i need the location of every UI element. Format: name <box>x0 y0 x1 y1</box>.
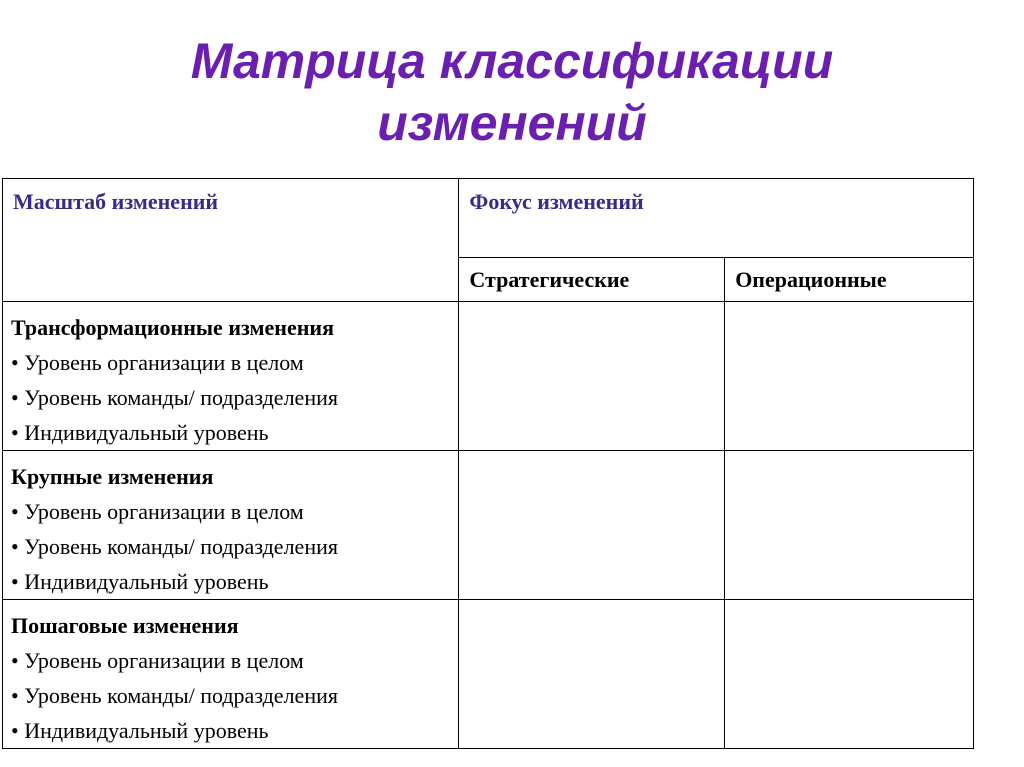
row-heading: Пошаговые изменения <box>11 613 239 638</box>
operational-cell <box>725 451 974 600</box>
table-row <box>3 600 974 749</box>
row-item: • Уровень команды/ подразделения <box>11 534 338 559</box>
row-scale-cell <box>3 302 459 451</box>
operational-cell <box>725 600 974 749</box>
row-item: • Уровень организации в целом <box>11 350 304 375</box>
row-heading: Крупные изменения <box>11 464 214 489</box>
row-scale-cell <box>3 451 459 600</box>
classification-matrix <box>2 178 974 749</box>
row-item: • Уровень команды/ подразделения <box>11 385 338 410</box>
focus-column-label: Операционные <box>735 266 887 292</box>
slide-title-line-2: изменений <box>377 95 647 151</box>
focus-column-label: Стратегические <box>469 266 630 292</box>
row-item: • Индивидуальный уровень <box>11 420 269 445</box>
focus-header: Фокус изменений <box>469 189 644 214</box>
strategic-cell <box>459 302 725 451</box>
slide-title-line-1: Матрица классификации <box>190 33 834 89</box>
strategic-cell <box>459 600 725 749</box>
row-item: • Уровень организации в целом <box>11 499 304 524</box>
operational-cell <box>725 302 974 451</box>
focus-column-operational <box>725 258 974 302</box>
row-item: • Индивидуальный уровень <box>11 569 269 594</box>
strategic-cell <box>459 451 725 600</box>
row-item: • Уровень организации в целом <box>11 648 304 673</box>
focus-header-cell <box>459 179 974 258</box>
focus-column-strategic <box>459 258 725 302</box>
row-item: • Индивидуальный уровень <box>11 718 269 743</box>
row-item: • Уровень команды/ подразделения <box>11 683 338 708</box>
row-scale-cell <box>3 600 459 749</box>
scale-header: Масштаб изменений <box>13 189 219 214</box>
table-row <box>3 302 974 451</box>
slide-title <box>0 30 1024 154</box>
scale-header-cell <box>3 179 459 302</box>
row-heading: Трансформационные изменения <box>11 315 334 340</box>
table-row <box>3 451 974 600</box>
